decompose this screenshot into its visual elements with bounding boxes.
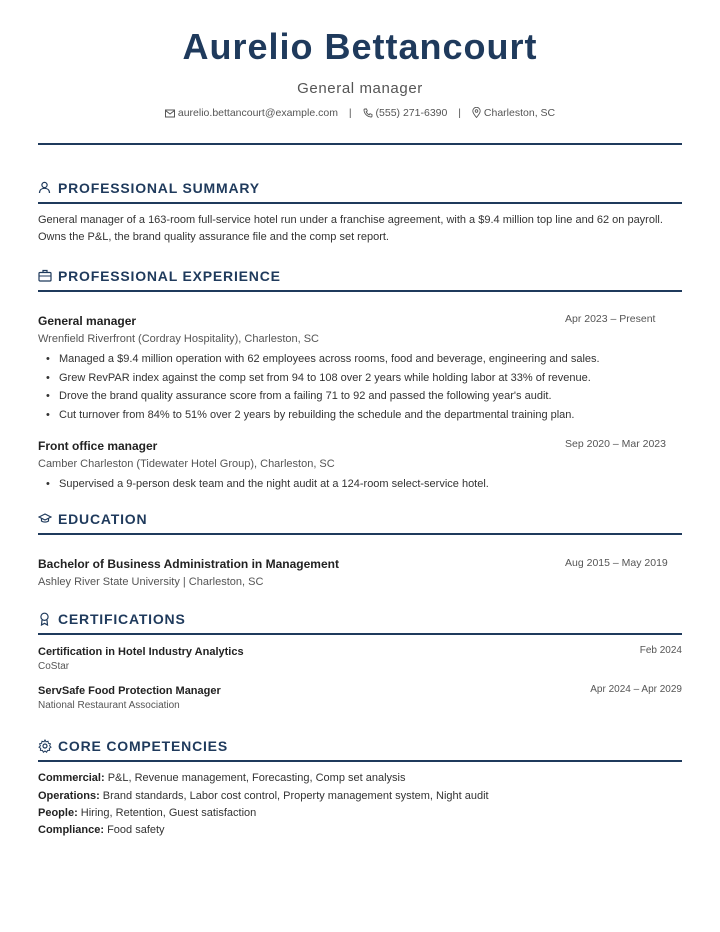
contact-phone[interactable]: (555) 271-6390 <box>375 107 448 119</box>
competency-row <box>38 772 682 784</box>
competency-label: Commercial: <box>38 772 105 784</box>
envelope-icon <box>165 109 175 121</box>
summary-line: Owns the P&L, the brand quality assurance file and the comp set report. <box>38 231 389 243</box>
job-bullets <box>46 476 676 495</box>
list-item: • Supervised a 9-person desk team and the night audit at a 124-room select-service hotel. <box>46 476 676 495</box>
candidate-name: Aurelio Bettancourt <box>182 26 538 67</box>
list-item: • Drove the brand quality assurance score from a failing 71 to 92 and passed the following year's audit. <box>46 388 676 407</box>
summary-line: General manager of a 163-room full-service hotel run under a franchise agreement, with a $9.4 million top line and 62 on payroll. <box>38 214 663 226</box>
education-dates: Aug 2015 – May 2019 <box>565 557 668 569</box>
contact-email[interactable]: aurelio.bettancourt@example.com <box>177 107 338 119</box>
list-item: • Cut turnover from 84% to 51% over 2 years by rebuilding the schedule and the departmental training plan. <box>46 407 676 426</box>
award-icon <box>38 612 51 631</box>
cert-org: CoStar <box>38 661 70 672</box>
section-title: CERTIFICATIONS <box>58 611 186 627</box>
competency-row <box>38 824 682 836</box>
section-title: PROFESSIONAL SUMMARY <box>58 180 260 196</box>
competency-row <box>38 790 682 802</box>
job-company: Camber Charleston (Tidewater Hotel Group), Charleston, SC <box>38 458 335 470</box>
graduation-cap-icon <box>38 512 52 530</box>
candidate-title: General manager <box>297 80 423 97</box>
competency-value: Food safety <box>107 824 165 836</box>
section-summary-heading <box>38 180 682 204</box>
map-pin-icon <box>472 107 481 121</box>
job-company: Wrenfield Riverfront (Cordray Hospitality), Charleston, SC <box>38 333 319 345</box>
briefcase-icon <box>38 269 52 287</box>
contact-line <box>0 107 720 121</box>
section-certifications-heading <box>38 611 682 635</box>
list-item: • Managed a $9.4 million operation with 62 employees across rooms, food and beverage, engineering and sales. <box>46 351 676 370</box>
cert-dates: Apr 2024 – Apr 2029 <box>590 684 682 695</box>
cert-org: National Restaurant Association <box>38 700 180 711</box>
degree: Bachelor of Business Administration in Management <box>38 557 339 571</box>
header-divider <box>38 143 682 145</box>
contact-separator: | <box>458 107 461 119</box>
section-education-heading <box>38 511 682 535</box>
job-bullets <box>46 351 676 425</box>
section-title: PROFESSIONAL EXPERIENCE <box>58 268 281 284</box>
list-item: • Grew RevPAR index against the comp set from 94 to 108 over 2 years while holding labor at 33% of revenue. <box>46 370 676 389</box>
competency-value: P&L, Revenue management, Forecasting, Comp set analysis <box>107 772 406 784</box>
cert-name: ServSafe Food Protection Manager <box>38 685 221 697</box>
job-title: Front office manager <box>38 439 158 453</box>
job-title: General manager <box>38 314 137 328</box>
competency-label: Compliance: <box>38 824 105 836</box>
competency-row <box>38 807 682 819</box>
phone-icon <box>363 108 373 121</box>
cert-dates: Feb 2024 <box>639 645 682 656</box>
contact-location: Charleston, SC <box>483 107 556 119</box>
competency-label: Operations: <box>38 790 100 802</box>
section-title: CORE COMPETENCIES <box>58 738 228 754</box>
user-icon <box>38 181 51 199</box>
summary-text <box>38 212 682 246</box>
competency-value: Hiring, Retention, Guest satisfaction <box>80 807 257 819</box>
job-dates: Sep 2020 – Mar 2023 <box>565 438 666 450</box>
competency-value: Brand standards, Labor cost control, Property management system, Night audit <box>102 790 489 802</box>
contact-separator: | <box>348 107 352 119</box>
cert-name: Certification in Hotel Industry Analytics <box>38 646 244 658</box>
competency-label: People: <box>38 807 78 819</box>
section-experience-heading <box>38 268 682 292</box>
section-competencies-heading <box>38 738 682 762</box>
job-dates: Apr 2023 – Present <box>565 313 656 325</box>
section-title: EDUCATION <box>58 511 148 527</box>
school: Ashley River State University | Charleston, SC <box>38 576 264 588</box>
gear-icon <box>38 739 52 758</box>
